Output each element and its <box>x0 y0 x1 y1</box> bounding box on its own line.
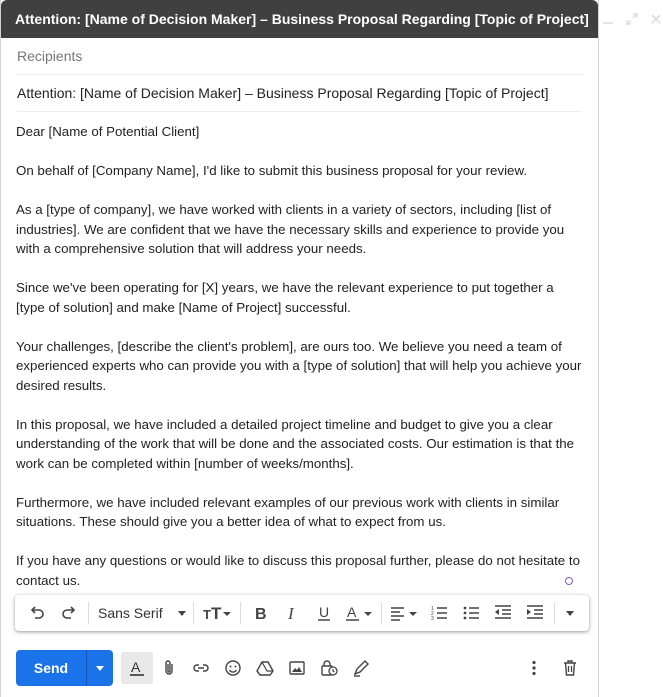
redo-icon[interactable] <box>53 598 85 628</box>
attach-file-icon[interactable] <box>153 652 185 684</box>
body-paragraph: Since we've been operating for [X] years, we have the relevant experience to put together a [type of solution] and make [Name of Project] successful. <box>16 280 554 315</box>
svg-text:A: A <box>347 604 357 620</box>
minimize-icon[interactable] <box>601 12 615 26</box>
insert-emoji-icon[interactable] <box>217 652 249 684</box>
body-paragraph: As a [type of company], we have worked with clients in a variety of sectors, including [list of industries]. We are confident that we have the necessary skills and experience to provide you with a comprehensive solution that will address your needs. <box>16 202 565 256</box>
toolbar-divider <box>193 602 194 624</box>
discard-draft-icon[interactable] <box>554 652 586 684</box>
recipients-field[interactable]: Recipients <box>17 38 582 75</box>
formatting-toolbar <box>15 595 589 631</box>
undo-icon[interactable] <box>21 598 53 628</box>
svg-text:3: 3 <box>431 616 434 622</box>
body-paragraph: Your challenges, [describe the client's problem], are ours too. We believe you need a team of experienced experts who can provide you with a [type of solution] that will help you achieve your desired results. <box>16 338 582 393</box>
message-body[interactable] <box>1 112 598 592</box>
insert-signature-icon[interactable] <box>345 652 377 684</box>
italic-icon[interactable] <box>276 598 308 628</box>
formatting-options-icon[interactable] <box>121 652 153 684</box>
svg-text:T: T <box>211 604 222 623</box>
body-paragraph: If you have any questions or would like to discuss this proposal further, please do not hesitate to contact us. <box>16 553 580 588</box>
assistant-dot-icon[interactable] <box>565 577 573 585</box>
send-options-button[interactable] <box>86 650 113 686</box>
toolbar-divider <box>381 602 382 624</box>
window-title: Attention: [Name of Decision Maker] – Business Proposal Regarding [Topic of Project] <box>15 11 589 27</box>
confidential-mode-icon[interactable] <box>313 652 345 684</box>
expand-icon[interactable] <box>625 12 639 26</box>
body-paragraph: Furthermore, we have included relevant examples of our previous work with clients in similar situations. These should give you a better idea of what to expect from us. <box>16 494 560 529</box>
indent-less-icon[interactable] <box>487 598 519 628</box>
google-drive-icon[interactable] <box>249 652 281 684</box>
chevron-down-icon <box>178 611 186 616</box>
svg-text:I: I <box>288 604 294 623</box>
close-icon[interactable] <box>649 12 663 26</box>
svg-text:A: A <box>131 659 141 675</box>
send-button[interactable]: Send <box>33 660 69 676</box>
insert-link-icon[interactable] <box>185 652 217 684</box>
indent-more-icon[interactable] <box>519 598 551 628</box>
underline-icon[interactable] <box>308 598 340 628</box>
insert-photo-icon[interactable] <box>281 652 313 684</box>
svg-text:U: U <box>319 604 330 620</box>
body-paragraph: In this proposal, we have included a detailed project timeline and budget to give you a clear understanding of the work that will be done and the associated costs. Our estimation is that the work can be completed within [number of weeks/months]. <box>16 416 575 471</box>
toolbar-divider <box>554 602 555 624</box>
svg-text:T: T <box>203 607 211 622</box>
body-paragraph: On behalf of [Company Name], I'd like to submit this business proposal for your review. <box>16 163 528 178</box>
bulleted-list-icon[interactable] <box>455 598 487 628</box>
bold-icon[interactable] <box>244 598 276 628</box>
text-size-icon[interactable] <box>197 598 237 628</box>
more-formatting-icon[interactable] <box>558 598 582 628</box>
numbered-list-icon[interactable] <box>423 598 455 628</box>
greeting: Dear [Name of Potential Client] <box>16 124 200 139</box>
font-family-select[interactable] <box>92 605 190 621</box>
svg-text:B: B <box>255 606 267 623</box>
svg-text:1: 1 <box>431 606 434 612</box>
svg-text:2: 2 <box>431 611 434 617</box>
compose-actions-bar <box>16 650 586 686</box>
send-button-group <box>16 650 113 686</box>
text-color-icon[interactable] <box>340 598 378 628</box>
more-options-icon[interactable] <box>518 652 550 684</box>
chevron-down-icon <box>96 666 104 671</box>
compose-titlebar[interactable] <box>1 0 598 38</box>
align-icon[interactable] <box>385 598 423 628</box>
toolbar-divider <box>240 602 241 624</box>
subject-field[interactable]: Attention: [Name of Decision Maker] – Business Proposal Regarding [Topic of Project] <box>17 75 582 112</box>
toolbar-divider <box>88 602 89 624</box>
font-family-value: Sans Serif <box>98 605 163 621</box>
